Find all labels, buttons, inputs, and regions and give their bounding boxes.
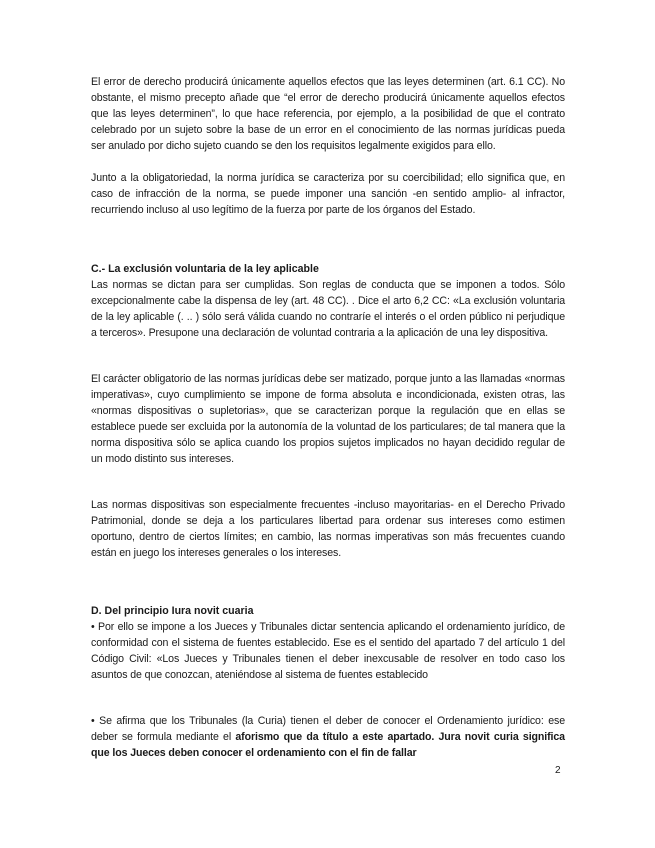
- paragraph-normas-cumplidas: Las normas se dictan para ser cumplidas. Son reglas de conducta que se imponen a todos. Sólo excepcionalmente cabe la dispensa de ley (art. 48 CC). . Dice el arto 6,2 CC: «La exclusión voluntaria de la ley aplicable (. .. ) sólo será válida cuando no contraríe el interés o el orden público ni perjudique a terceros». Presupone una declaración de voluntad contraria a la aplicación de una ley dispositiva.: [91, 279, 565, 339]
- paragraph-normas-dispositivas: Las normas dispositivas son especialmente frecuentes -incluso mayoritarias- en el Derecho Privado Patrimonial, donde se deja a los particulares libertad para ordenar sus intereses como estimen oportuno, dentro de ciertos límites; en cambio, las normas imperativas son más frecuentes cuando están en juego los intereses generales o los intereses.: [91, 499, 565, 559]
- paragraph-iura-novit-curia: [91, 713, 565, 761]
- paragraph-error-de-derecho: El error de derecho producirá únicamente aquellos efectos que las leyes determinen (art. 6.1 CC). No obstante, el mismo precepto añade que “el error de derecho producirá únicamente aquellos efectos que las leyes determinen”, lo que hace referencia, por ejemplo, a la posibilidad de que el contrato celebrado por un sujeto sobre la base de un error en el conocimiento de las normas jurídicas pueda ser anulado por dicho sujeto cuando se den los requisitos legalmente exigidos para ello.: [91, 76, 565, 152]
- paragraph-iura-plain: • Se afirma que los Tribunales (la Curia) tienen el deber de conocer el Ordenamiento jurídico: ese deber se formula mediante el: [91, 715, 565, 743]
- paragraph-jueces-tribunales: • Por ello se impone a los Jueces y Tribunales dictar sentencia aplicando el ordenamiento jurídico, de conformidad con el sistema de fuentes establecido. Ese es el sentido del apartado 7 del artículo 1 del Código Civil: «Los Jueces y Tribunales tienen el deber inexcusable de resolver en todo caso los asuntos de que conozcan, ateniéndose al sistema de fuentes establecido: [91, 621, 565, 681]
- paragraph-iura-bold: aforismo que da título a este apartado. Jura novit curia significa que los Jueces deben conocer el ordenamiento con el fin de fallar: [91, 731, 565, 759]
- section-heading-d: D. Del principio Iura novit cuaria: [91, 605, 254, 617]
- paragraph-coercibilidad: Junto a la obligatoriedad, la norma jurídica se caracteriza por su coercibilidad; ello significa que, en caso de infracción de la norma, se puede imponer una sanción -en sentido amplio- al infractor, recurriendo incluso al uso legítimo de la fuerza por parte de los órganos del Estado.: [91, 172, 565, 216]
- page-number: 2: [555, 765, 561, 776]
- paragraph-caracter-obligatorio: El carácter obligatorio de las normas jurídicas debe ser matizado, porque junto a las llamadas «normas imperativas», cuyo cumplimiento se impone de forma absoluta e incondicionada, existen otras, las «normas dispositivas o supletorias», que se caracterizan porque la regulación que en ellas se establece puede ser excluida por la autonomía de la voluntad de los particulares; de tal manera que la norma dispositiva sólo se aplica cuando los propios sujetos implicados no hayan decidido regular de un modo distinto sus intereses.: [91, 373, 565, 465]
- section-heading-c: C.- La exclusión voluntaria de la ley aplicable: [91, 263, 319, 275]
